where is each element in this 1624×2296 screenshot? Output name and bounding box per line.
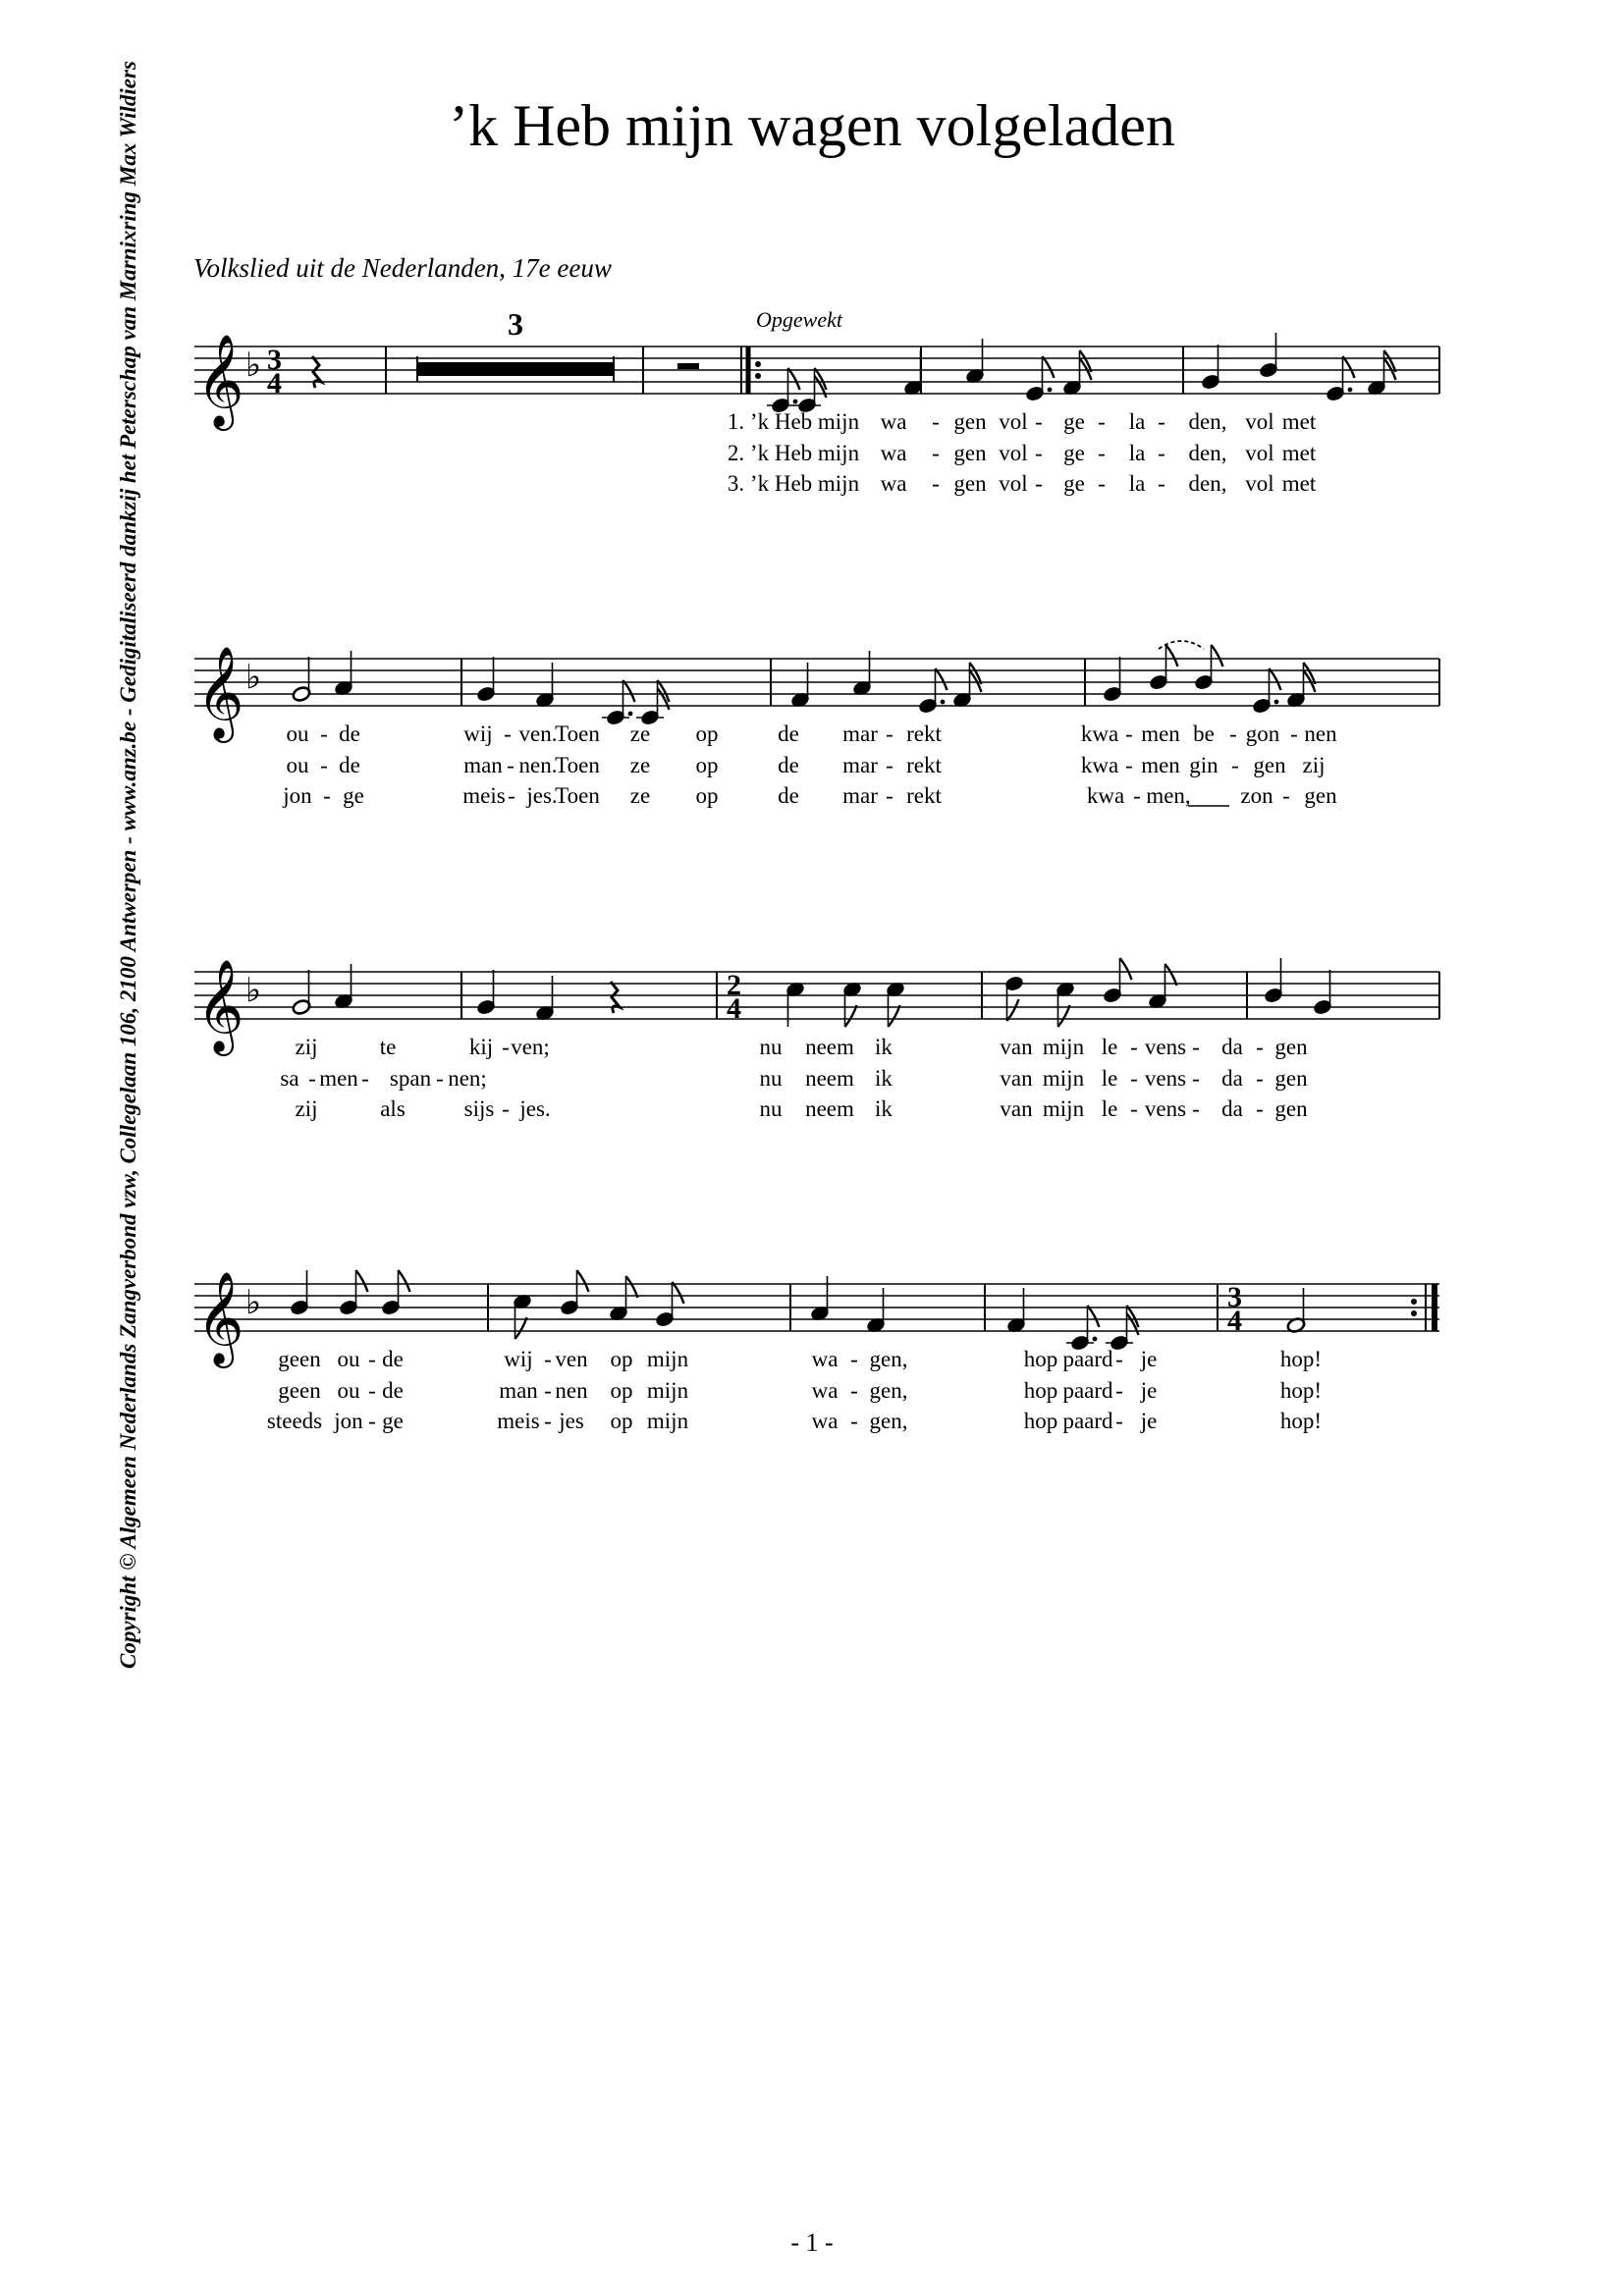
lyric-syllable: ze — [629, 783, 651, 808]
lyric-syllable: - — [850, 1347, 858, 1371]
lyric-syllable: wa — [880, 409, 907, 434]
lyric-syllable: neem — [805, 1066, 854, 1091]
lyric-syllable: van — [1000, 1066, 1033, 1091]
lyric-syllable: Toen — [555, 753, 600, 777]
lyric-syllable: mijn — [646, 1347, 689, 1371]
lyric-syllable: gin — [1189, 753, 1218, 777]
lyric-syllable: gon — [1245, 721, 1280, 746]
lyric-syllable: - — [1035, 441, 1043, 465]
lyric-syllable: ven — [555, 1347, 588, 1371]
lyric-syllable: ik — [875, 1066, 893, 1091]
lyric-syllable: ge — [1063, 471, 1085, 496]
lyric-syllable: ze — [629, 753, 651, 777]
lyric-syllable: - — [1290, 721, 1298, 746]
lyric-syllable: - — [1192, 1035, 1200, 1059]
lyric-syllable: geen — [278, 1347, 321, 1371]
lyric-syllable: vol — [999, 409, 1028, 434]
lyric-syllable: - — [308, 1066, 316, 1091]
lyric-syllable: hop! — [1279, 1378, 1323, 1403]
lyric-syllable: sa — [280, 1066, 299, 1091]
lyric-syllable: - — [507, 753, 514, 777]
repeat-dot — [1411, 1299, 1417, 1305]
lyric-syllable: be — [1193, 721, 1215, 746]
note-flag — [1165, 964, 1177, 986]
lyric-syllable: - — [1130, 1066, 1138, 1091]
lyric-syllable: kwa — [1080, 753, 1119, 777]
flat-key-signature-icon: ♭ — [245, 1283, 262, 1322]
lyric-syllable: - — [1035, 409, 1043, 434]
lyric-syllable: - — [368, 1347, 376, 1371]
time-signature-top: 2 — [727, 969, 741, 1001]
lyric-syllable: ze — [629, 721, 651, 746]
flat-key-signature-icon: ♭ — [245, 346, 262, 385]
lyric-syllable: je — [1140, 1409, 1158, 1433]
time-signature-top: 3 — [1227, 1281, 1242, 1313]
lyric-syllable: met — [1281, 441, 1317, 465]
lyric-syllable: gen — [953, 409, 987, 434]
lyric-syllable: - — [1098, 409, 1106, 434]
lyric-syllable: geen — [278, 1378, 321, 1403]
lyric-syllable: wa — [880, 441, 907, 465]
lyric-syllable: nen — [555, 1378, 588, 1403]
lyric-syllable: meis — [462, 783, 506, 808]
lyric-syllable: le — [1101, 1066, 1118, 1091]
lyric-syllable: hop — [1023, 1378, 1058, 1403]
lyric-syllable: - — [1125, 753, 1133, 777]
note-flag — [1088, 1306, 1100, 1327]
note-flag — [515, 1317, 527, 1339]
lyric-syllable: - — [886, 721, 893, 746]
lyric-syllable: te — [379, 1035, 397, 1059]
note-flag — [889, 1005, 900, 1027]
augmentation-dot — [1348, 388, 1353, 393]
lyric-syllable: zon — [1240, 783, 1273, 808]
lyric-syllable: de — [339, 721, 360, 746]
lyric-syllable: de — [382, 1378, 404, 1403]
lyric-syllable: hop — [1023, 1347, 1058, 1371]
lyric-syllable: hop! — [1279, 1409, 1323, 1433]
lyric-syllable: vens — [1144, 1035, 1187, 1059]
lyric-syllable: ik — [875, 1035, 893, 1059]
lyric-syllable: man — [463, 753, 503, 777]
lyric-syllable: op — [695, 721, 719, 746]
augmentation-dot — [1048, 388, 1053, 393]
lyric-syllable: Toen — [555, 783, 600, 808]
lyric-syllable: de — [778, 721, 799, 746]
lyric-syllable: - — [850, 1378, 858, 1403]
lyric-syllable: - — [436, 1066, 444, 1091]
repeat-dot — [755, 361, 761, 367]
lyric-syllable: - — [1115, 1347, 1123, 1371]
lyric-syllable: den, — [1188, 409, 1227, 434]
repeat-dot — [1411, 1310, 1417, 1316]
lyric-syllable: wa — [811, 1378, 839, 1403]
lyric-syllable: - — [932, 441, 940, 465]
treble-clef-icon: 𝄞 — [196, 959, 244, 1052]
lyric-syllable: - — [932, 409, 940, 434]
composer-credit: Volkslied uit de Nederlanden, 17e eeuw — [193, 253, 612, 283]
lyric-syllable: gen — [1274, 1096, 1308, 1121]
lyric-syllable: - — [1115, 1378, 1123, 1403]
lyric-syllable: - — [323, 783, 331, 808]
lyric-syllable: vens — [1144, 1096, 1187, 1121]
lyric-syllable: - — [504, 721, 512, 746]
lyric-syllable: op — [610, 1347, 633, 1371]
lyric-syllable: de — [382, 1347, 404, 1371]
lyric-syllable: vol — [1245, 471, 1274, 496]
time-signature-bottom: 4 — [727, 992, 741, 1025]
lyric-syllable: da — [1221, 1035, 1243, 1059]
lyric-syllable: - — [1256, 1035, 1264, 1059]
lyric-syllable: nen. — [518, 753, 558, 777]
lyric-syllable: den, — [1188, 471, 1227, 496]
note-flag — [626, 1276, 638, 1298]
lyric-syllable: - — [1098, 471, 1106, 496]
lyric-syllable: - — [1256, 1066, 1264, 1091]
lyric-syllable: - — [544, 1409, 552, 1433]
augmentation-dot — [1274, 700, 1279, 705]
tempo-marking: Opgewekt — [756, 307, 842, 332]
note-flag — [1043, 356, 1055, 378]
lyric-syllable: - — [1282, 783, 1290, 808]
lyric-syllable: - — [932, 471, 940, 496]
lyric-syllable: gen — [953, 441, 987, 465]
lyric-syllable: kwa — [1080, 721, 1119, 746]
song-title: ’k Heb mijn wagen volgeladen — [449, 93, 1175, 158]
lyric-syllable: - — [1229, 721, 1237, 746]
lyric-syllable: je — [1140, 1378, 1158, 1403]
lyric-syllable: je — [1140, 1347, 1158, 1371]
note-flag — [936, 668, 947, 690]
note-flag — [1343, 356, 1355, 378]
note-flag — [788, 368, 800, 390]
lyric-syllable: op — [610, 1409, 633, 1433]
lyric-syllable: - — [1098, 441, 1106, 465]
augmentation-dot — [793, 400, 798, 404]
lyric-syllable: mijn — [1042, 1066, 1085, 1091]
lyric-syllable: ven; — [511, 1035, 550, 1059]
time-signature-top: 3 — [267, 344, 282, 376]
lyric-syllable: la — [1128, 471, 1146, 496]
lyric-syllable: zij — [1302, 753, 1326, 777]
lyric-syllable: paard — [1062, 1409, 1113, 1433]
lyric-syllable: wij — [504, 1347, 533, 1371]
note-flag — [399, 1270, 410, 1292]
lyric-syllable: - — [1035, 471, 1043, 496]
lyric-syllable: vol — [999, 441, 1028, 465]
treble-clef-icon: 𝄞 — [196, 1271, 244, 1364]
lyric-syllable: mar — [842, 721, 878, 746]
note-flag — [1212, 645, 1223, 667]
lyric-syllable: le — [1101, 1096, 1118, 1121]
lyric-syllable: gen — [1274, 1035, 1308, 1059]
lyric-syllable: paard — [1062, 1347, 1113, 1371]
lyric-syllable: rekt — [906, 783, 942, 808]
lyric-syllable: nu — [759, 1066, 783, 1091]
lyric-syllable: man — [499, 1378, 538, 1403]
lyric-syllable: - — [502, 1035, 510, 1059]
lyric-syllable: ge — [1063, 441, 1085, 465]
lyric-syllable: gen, — [869, 1409, 908, 1433]
lyric-syllable: - — [508, 783, 515, 808]
lyric-syllable: jon — [283, 783, 312, 808]
lyric-syllable: - — [1158, 471, 1165, 496]
lyric-syllable: sijs — [463, 1096, 495, 1121]
lyric-syllable: - — [886, 783, 893, 808]
lyric-syllable: zij — [295, 1035, 318, 1059]
quarter-rest — [312, 356, 321, 388]
lyric-syllable: - — [361, 1066, 369, 1091]
lyric-syllable: ou — [337, 1347, 360, 1371]
lyric-syllable: steeds — [266, 1409, 323, 1433]
lyric-syllable: ge — [382, 1409, 404, 1433]
lyric-syllable: hop — [1023, 1409, 1058, 1433]
half-rest — [677, 363, 699, 369]
flat-key-signature-icon: ♭ — [245, 971, 262, 1010]
lyric-syllable: met — [1281, 409, 1317, 434]
lyric-syllable: da — [1221, 1066, 1243, 1091]
lyric-syllable: jes — [559, 1409, 584, 1433]
lyric-syllable: ge — [1063, 409, 1085, 434]
lyric-syllable: wa — [811, 1347, 839, 1371]
lyric-syllable: gen — [953, 471, 987, 496]
lyric-syllable: gen — [1304, 783, 1337, 808]
lyric-syllable: meis — [497, 1409, 540, 1433]
note-flag — [1120, 958, 1132, 980]
lyric-syllable: neem — [805, 1035, 854, 1059]
lyric-syllable: de — [778, 753, 799, 777]
lyric-syllable: op — [695, 753, 719, 777]
note-flag — [1007, 999, 1019, 1021]
lyric-syllable: vol — [999, 471, 1028, 496]
lyric-syllable: wa — [811, 1409, 839, 1433]
copyright-notice: Copyright © Algemeen Nederlands Zangverbond vzw, Collegelaan 106, 2100 Antwerpen - www.anz.be - Gedigitaliseerd dankzij het Peterschap van Marnixring Max Wildiers — [116, 61, 140, 1669]
lyric-syllable: - — [886, 753, 893, 777]
lyric-syllable: als — [380, 1096, 406, 1121]
time-signature-bottom: 4 — [267, 367, 282, 400]
lyric-syllable: paard — [1062, 1378, 1113, 1403]
multimeasure-rest — [417, 362, 614, 376]
lyric-syllable: de — [778, 783, 799, 808]
lyric-syllable: vol — [1245, 441, 1274, 465]
lyric-syllable: - — [1115, 1409, 1123, 1433]
lyric-syllable: de — [339, 753, 360, 777]
lyric-syllable: men, — [1146, 783, 1191, 808]
lyric-syllable: - — [1130, 1035, 1138, 1059]
lyric-syllable: - — [502, 1096, 510, 1121]
lyric-syllable: 1. ’k Heb mijn — [727, 409, 860, 434]
treble-clef-icon: 𝄞 — [196, 334, 244, 427]
lyric-syllable: mar — [842, 753, 878, 777]
lyric-syllable: nen — [1304, 721, 1337, 746]
lyric-syllable: mijn — [646, 1409, 689, 1433]
lyric-syllable: - — [320, 721, 328, 746]
lyric-syllable: 2. ’k Heb mijn — [727, 441, 860, 465]
lyric-syllable: - — [1192, 1066, 1200, 1091]
lyric-syllable: ge — [343, 783, 364, 808]
lyric-syllable: la — [1128, 441, 1146, 465]
lyric-syllable: mijn — [1042, 1096, 1085, 1121]
note-flag — [1270, 668, 1281, 690]
lyric-syllable: den, — [1188, 441, 1227, 465]
lyric-syllable: men — [319, 1066, 358, 1091]
lyric-syllable: ou — [286, 753, 309, 777]
lyric-syllable: van — [1000, 1035, 1033, 1059]
lyric-syllable: ou — [286, 721, 309, 746]
lyric-syllable: kij — [468, 1035, 494, 1059]
lyric-syllable: gen — [1253, 753, 1286, 777]
augmentation-dot — [941, 700, 946, 705]
quarter-rest — [611, 982, 620, 1013]
lyric-syllable: jes. — [526, 783, 558, 808]
lyric-syllable: - — [1192, 1096, 1200, 1121]
lyric-syllable: gen, — [869, 1347, 908, 1371]
note-flag — [845, 1005, 857, 1027]
lyric-syllable: da — [1221, 1096, 1243, 1121]
lyric-syllable: gen, — [869, 1378, 908, 1403]
treble-clef-icon: 𝄞 — [196, 646, 244, 739]
lyric-syllable: hop! — [1279, 1347, 1323, 1371]
lyric-syllable: nu — [759, 1035, 783, 1059]
lyric-syllable: rekt — [906, 753, 942, 777]
lyric-syllable: - — [544, 1347, 552, 1371]
lyric-syllable: - — [1256, 1096, 1264, 1121]
page-number: - 1 - — [790, 2228, 834, 2257]
note-flag — [577, 1270, 589, 1292]
lyric-syllable: rekt — [906, 721, 942, 746]
time-signature-bottom: 4 — [1227, 1305, 1242, 1337]
augmentation-dot — [628, 712, 633, 717]
lyric-syllable: - — [850, 1409, 858, 1433]
lyric-syllable: - — [1125, 721, 1133, 746]
lyric-syllable: span — [389, 1066, 432, 1091]
lyric-syllable: - — [1231, 753, 1239, 777]
lyric-syllable: mijn — [646, 1378, 689, 1403]
lyric-syllable: neem — [805, 1096, 854, 1121]
lyric-syllable: zij — [295, 1096, 318, 1121]
lyric-syllable: ik — [875, 1096, 893, 1121]
lyric-syllable: - — [320, 753, 328, 777]
note-flag — [356, 1270, 368, 1292]
flat-key-signature-icon: ♭ — [245, 658, 262, 697]
lyric-syllable: - — [1133, 783, 1141, 808]
lyric-syllable: op — [610, 1378, 633, 1403]
note-flag — [1166, 645, 1178, 667]
lyric-syllable: met — [1281, 471, 1317, 496]
lyric-syllable: ven. — [518, 721, 558, 746]
lyric-syllable: - — [1158, 409, 1165, 434]
lyric-syllable: vol — [1245, 409, 1274, 434]
lyric-syllable: wij — [463, 721, 493, 746]
lyric-syllable: le — [1101, 1035, 1118, 1059]
lyric-syllable: mar — [842, 783, 878, 808]
augmentation-dot — [1093, 1337, 1098, 1342]
lyric-syllable: Toen — [555, 721, 600, 746]
multimeasure-rest-count: 3 — [508, 306, 523, 342]
lyric-syllable: nen; — [448, 1066, 487, 1091]
lyric-syllable: kwa — [1086, 783, 1125, 808]
lyric-syllable: - — [544, 1378, 552, 1403]
lyric-syllable: mijn — [1042, 1035, 1085, 1059]
note-flag — [623, 680, 635, 702]
lyric-syllable: van — [1000, 1096, 1033, 1121]
lyric-syllable: - — [1158, 441, 1165, 465]
lyric-syllable: jes. — [519, 1096, 551, 1121]
lyric-syllable: - — [1130, 1096, 1138, 1121]
lyric-syllable: jon — [334, 1409, 363, 1433]
repeat-dot — [755, 373, 761, 379]
lyric-syllable: la — [1128, 409, 1146, 434]
lyric-syllable: - — [368, 1409, 376, 1433]
note-flag — [673, 1282, 684, 1304]
lyric-syllable: men — [1141, 721, 1180, 746]
lyric-syllable: wa — [880, 471, 907, 496]
lyric-syllable: op — [695, 783, 719, 808]
lyric-syllable: ou — [337, 1378, 360, 1403]
lyric-syllable: gen — [1274, 1066, 1308, 1091]
lyric-syllable: 3. ’k Heb mijn — [727, 471, 860, 496]
lyric-syllable: nu — [759, 1096, 783, 1121]
lyric-syllable: - — [368, 1378, 376, 1403]
lyric-syllable: vens — [1144, 1066, 1187, 1091]
lyric-syllable: men — [1141, 753, 1180, 777]
note-flag — [1058, 1005, 1070, 1027]
